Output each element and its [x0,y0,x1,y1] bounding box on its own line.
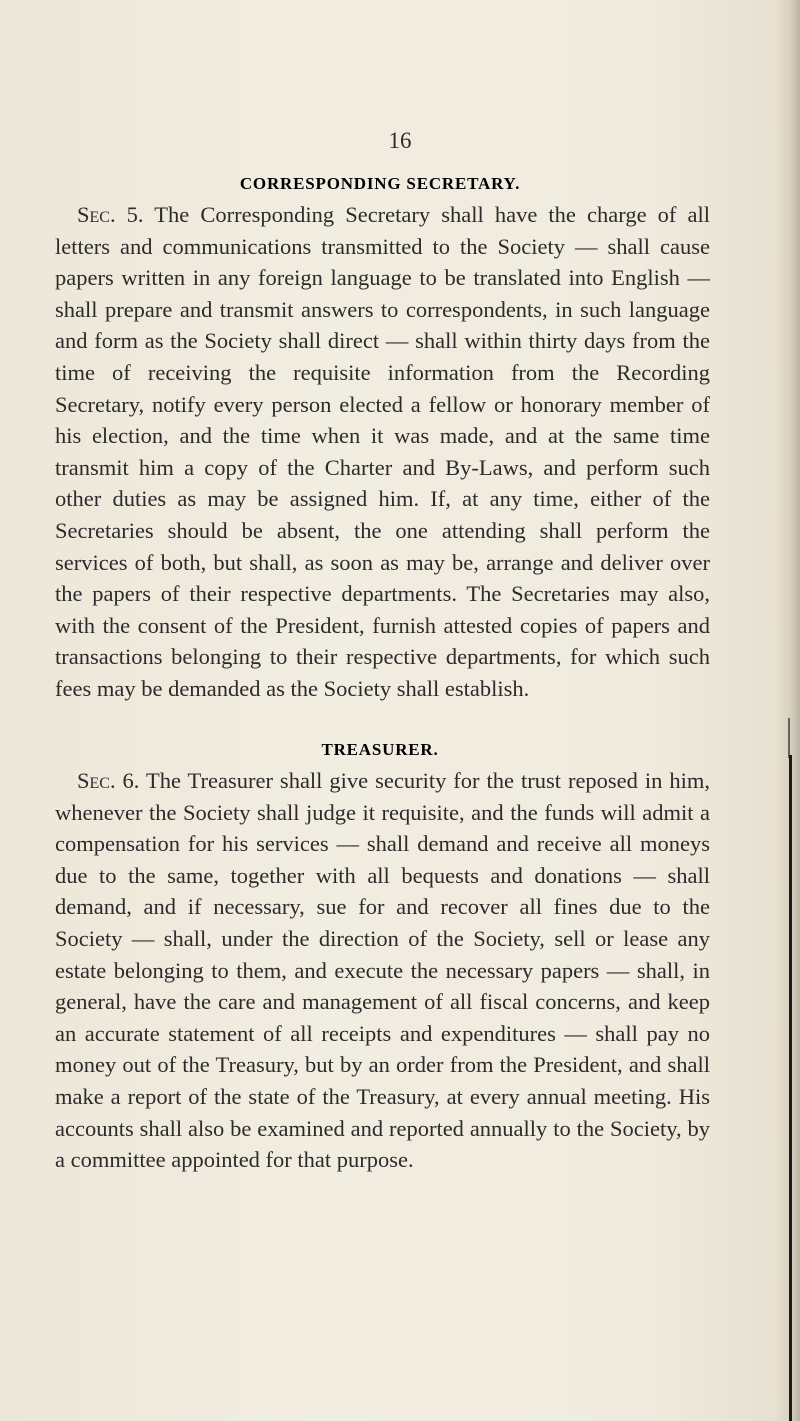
section-body: The Treasurer shall give security for the trust reposed in him, whenever the Society shall judge it requisite, and the funds will admit a compensation for his services — shall demand and receive all moneys due to the same, together with all bequests and donations — shall demand, and if necessary, sue for and recover all fines due to the Society — shall, under the direction of the Society, sell or lease any estate belonging to them, and execute the necessary papers — shall, in general, have the care and management of all fiscal concerns, and keep an accurate statement of all receipts and expenditures — shall pay no money out of the Treasury, but by an order from the President, and shall make a report of the state of the Treasury, at every annual meeting. His accounts shall also be examined and reported annually to the Society, by a committee appointed for that purpose. [55,768,710,1173]
binding-edge-rule [789,755,792,1421]
section-label: Sec. 6. [77,768,140,793]
paragraph-section-6 [55,765,710,1176]
section-label: Sec. 5. [77,202,144,227]
heading-corresponding-secretary: CORRESPONDING SECRETARY. [239,174,521,193]
page-edge-shadow [774,0,800,1421]
heading-treasurer: TREASURER. [321,740,439,759]
page-number: 16 [388,128,412,153]
section-body: The Corresponding Secretary shall have the charge of all letters and communications transmitted to the Society — shall cause papers written in any foreign language to be translated into English — shall prepare and transmit answers to correspondents, in such language and form as the Society shall direct — shall within thirty days from the time of receiving the requisite information from the Recording Secretary, notify every person elected a fellow or honorary member of his election, and the time when it was made, and at the same time transmit him a copy of the Charter and By-Laws, and perform such other duties as may be assigned him. If, at any time, either of the Secretaries should be absent, the one attending shall perform the services of both, but shall, as soon as may be, arrange and deliver over the papers of their respective departments. The Secretaries may also, with the consent of the President, furnish attested copies of papers and transactions belonging to their respective departments, for which such fees may be demanded as the Society shall establish. [55,202,710,701]
paragraph-section-5 [55,199,710,705]
binding-edge-mark [788,718,790,758]
